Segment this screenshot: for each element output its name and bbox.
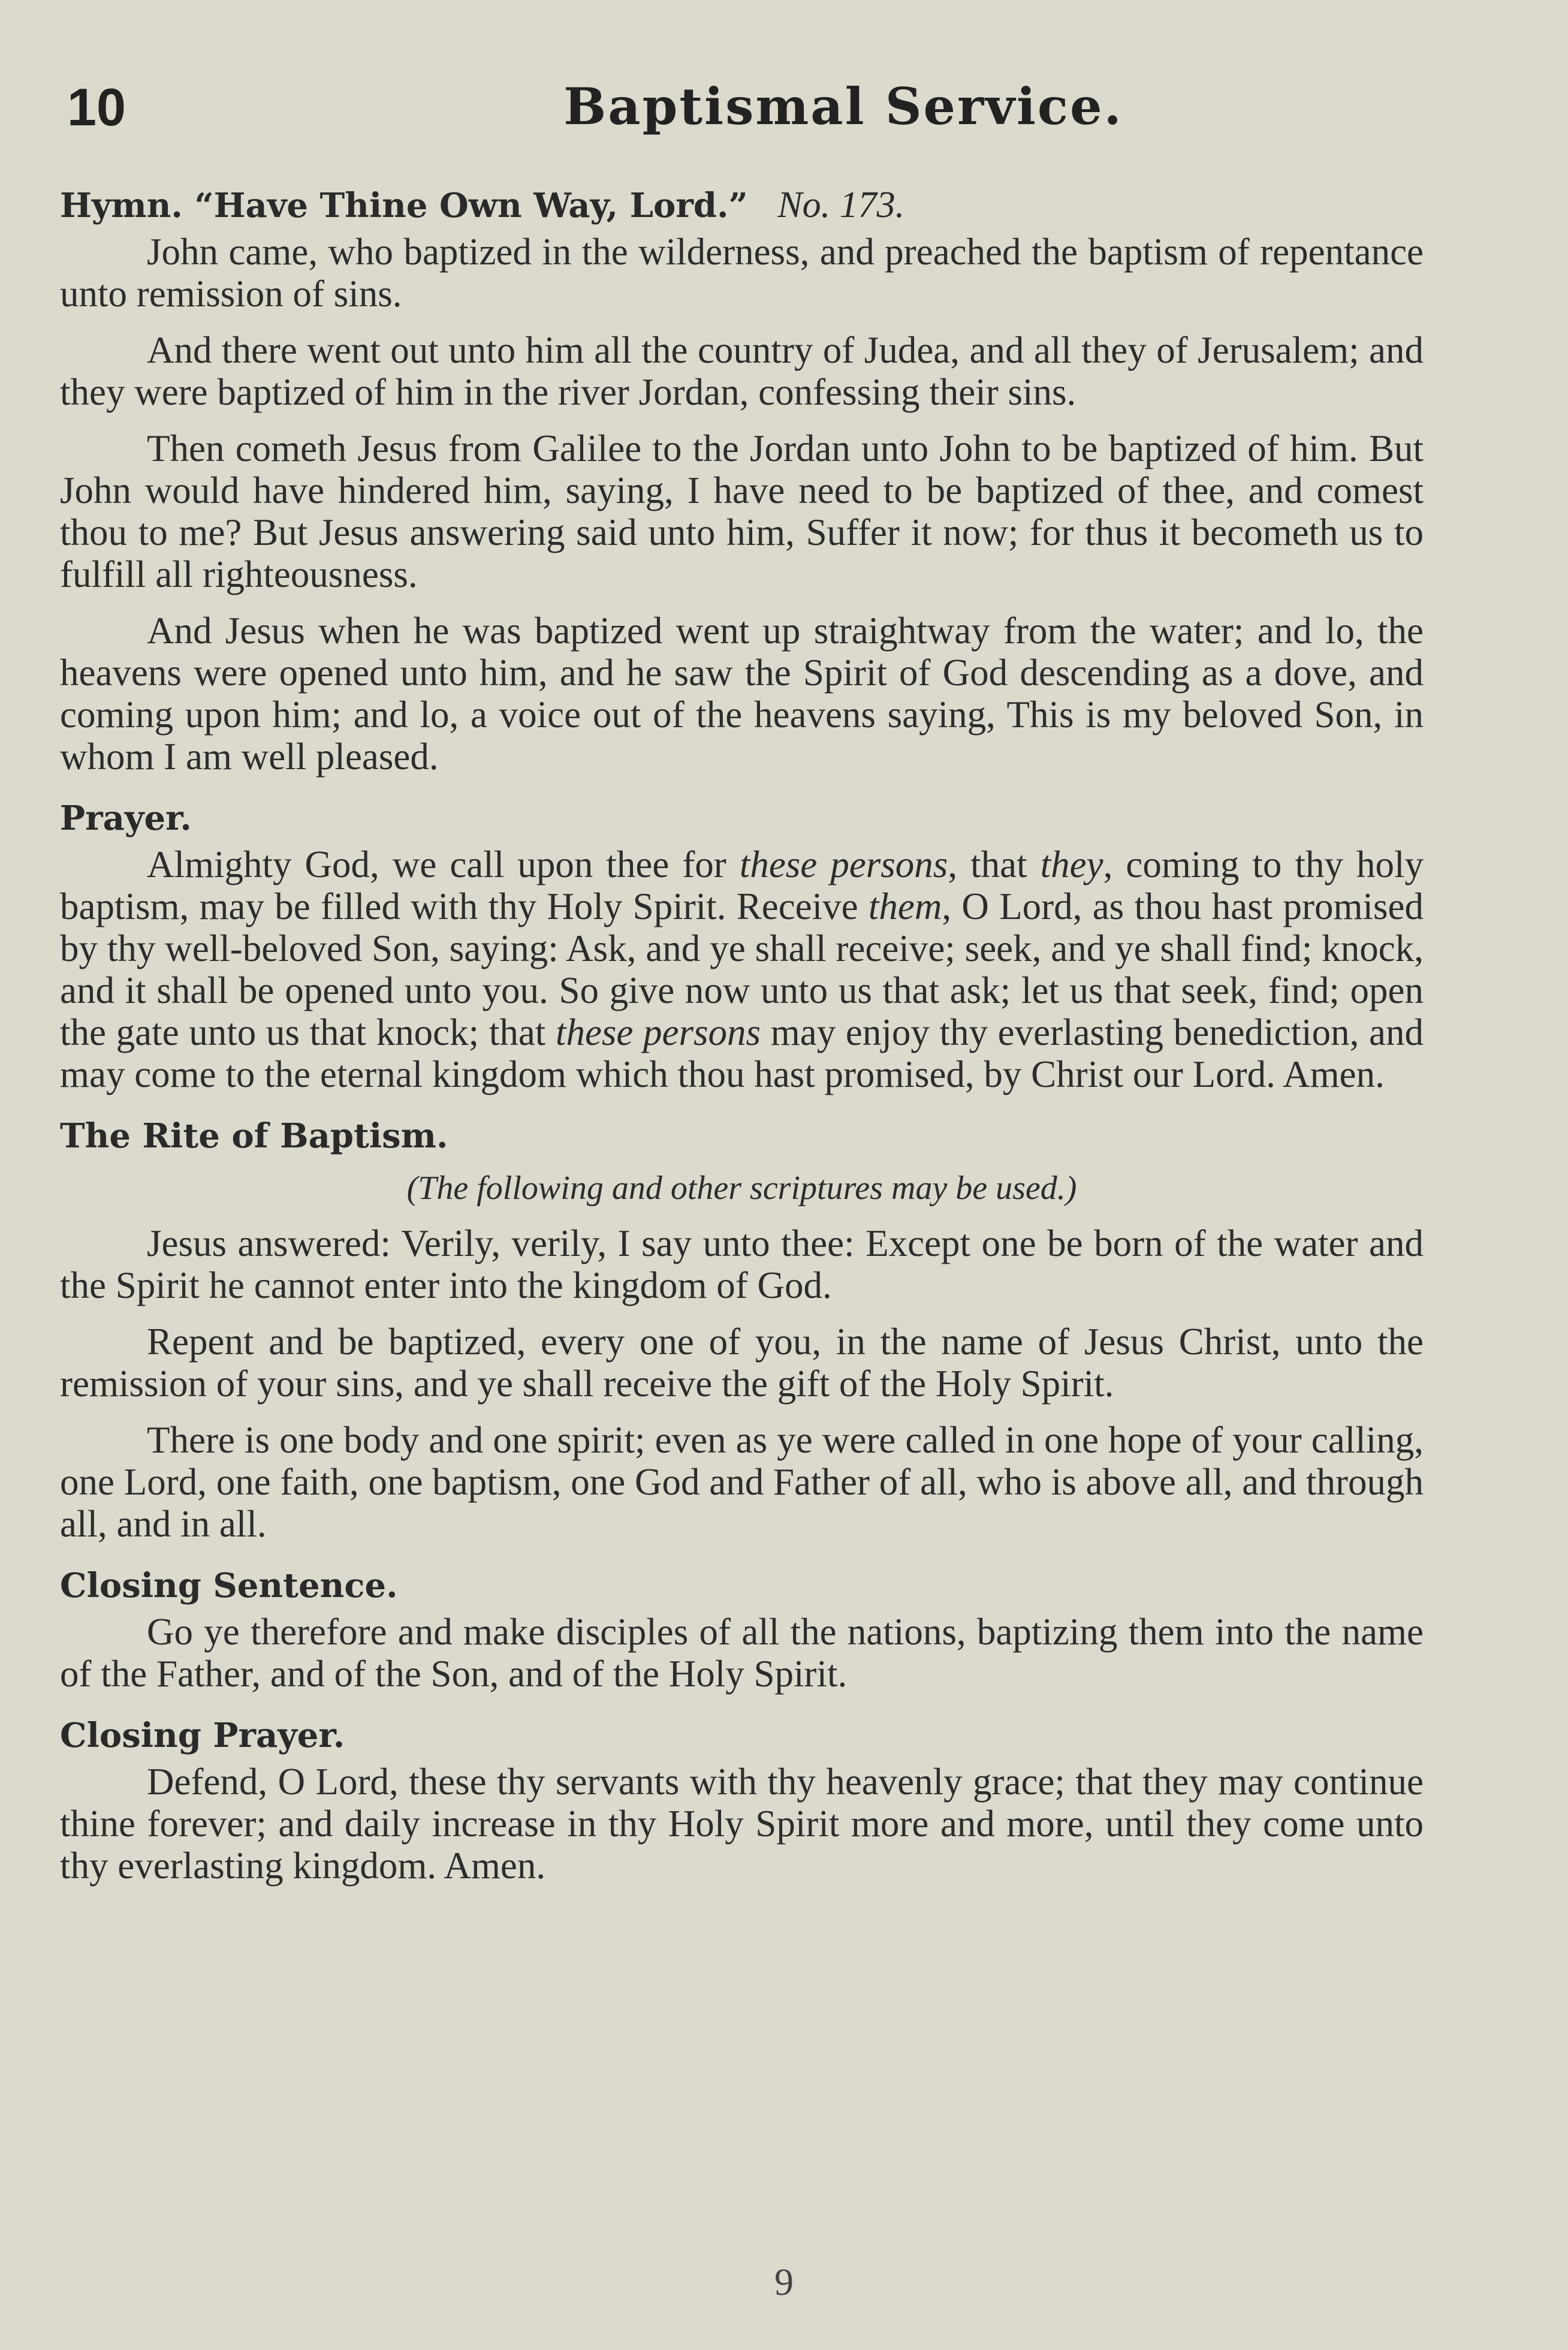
scripture-paragraph: And Jesus when he was baptized went up straightway from the water; and lo, the heavens were opened unto him, and he saw the Spirit of God descending as a dove, and coming upon him; and lo, a voice out of the heavens saying, This is my beloved Son, in whom I am well pleased. <box>60 610 1424 778</box>
emphasis: these persons <box>739 843 948 885</box>
emphasis: them <box>868 885 942 927</box>
scripture-paragraph: John came, who baptized in the wilderness, and preached the baptism of repentance unto remission of sins. <box>60 231 1424 315</box>
folio-number: 9 <box>774 2261 794 2303</box>
rite-paragraph: Jesus answered: Verily, verily, I say unto thee: Except one be born of the water and the Spirit he cannot enter into the kingdom of God. <box>60 1222 1424 1306</box>
prayer-paragraph: Almighty God, we call upon thee for these persons, that they, coming to thy holy baptism, may be filled with thy Holy Spirit. Receive them, O Lord, as thou hast promised by thy well-beloved Son, saying: Ask, and ye shall receive; seek, and ye shall find; knock, and it shall be opened unto you. So give now unto us that ask; let us that seek, find; open the gate unto us that knock; that these persons may enjoy thy everlasting benediction, and may come to the eternal kingdom which thou hast promised, by Christ our Lord. Amen. <box>60 843 1424 1095</box>
closing-prayer-paragraph: Defend, O Lord, these thy servants with thy heavenly grace; that they may continue thine forever; and daily increase in thy Holy Spirit more and more, until they come unto thy everlasting kingdom. Amen. <box>60 1761 1424 1887</box>
emphasis: these persons <box>555 1011 761 1053</box>
scripture-paragraph: Then cometh Jesus from Galilee to the Jordan unto John to be baptized of him. But John would have hindered him, saying, I have need to be baptized of thee, and comest thou to me? But Jesus answering said unto him, Suffer it now; for thus it becometh us to fulfill all righteousness. <box>60 427 1424 595</box>
rite-paragraph: Repent and be baptized, every one of you, in the name of Jesus Christ, unto the remission of your sins, and ye shall receive the gift of the Holy Spirit. <box>60 1321 1424 1405</box>
page-body <box>60 180 1424 1901</box>
page-header <box>67 77 1446 149</box>
scripture-paragraph: And there went out unto him all the country of Judea, and all they of Jerusalem; and they were baptized of him in the river Jordan, confessing their sins. <box>60 329 1424 413</box>
running-title: Baptismal Service. <box>563 77 1123 136</box>
closing-sentence-heading: Closing Sentence. <box>60 1566 398 1605</box>
hymn-label: Hymn. <box>60 186 183 225</box>
emphasis: they <box>1040 843 1103 885</box>
page-number: 10 <box>67 77 126 137</box>
closing-sentence-paragraph: Go ye therefore and make disciples of all the nations, baptizing them into the name of the Father, and of the Son, and of the Holy Spirit. <box>60 1611 1424 1695</box>
hymn-heading <box>60 180 1424 231</box>
rite-paragraph: There is one body and one spirit; even as ye were called in one hope of your calling, one Lord, one faith, one baptism, one God and Father of all, who is above all, and through all, and in all. <box>60 1419 1424 1545</box>
hymn-number: No. 173. <box>777 185 905 225</box>
rite-note: (The following and other scriptures may be used.) <box>406 1170 1077 1207</box>
rite-heading: The Rite of Baptism. <box>60 1116 448 1156</box>
hymn-title: “Have Thine Own Way, Lord.” <box>194 186 748 225</box>
closing-prayer-heading: Closing Prayer. <box>60 1716 345 1755</box>
prayer-heading: Prayer. <box>60 799 192 838</box>
